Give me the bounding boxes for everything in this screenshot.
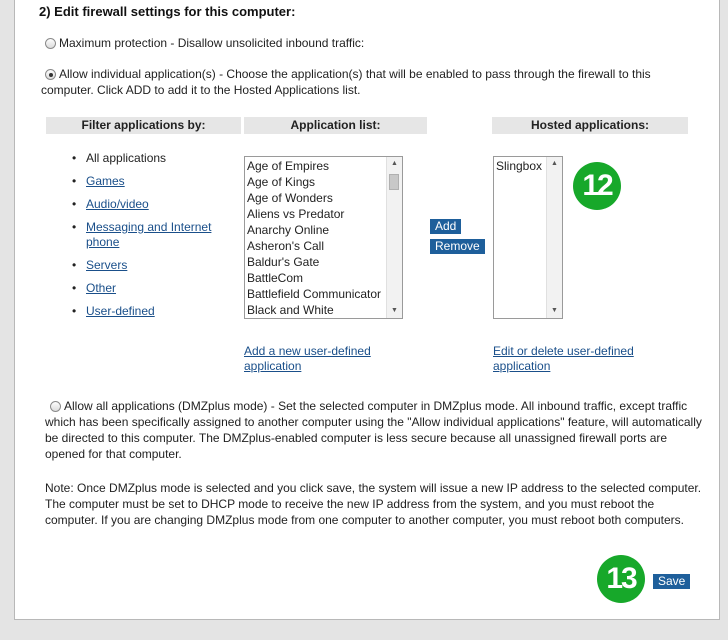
filter-other-link[interactable]: Other xyxy=(86,281,117,295)
application-list-scrollbar[interactable] xyxy=(386,157,402,318)
application-list-item[interactable]: Battlefield Communicator xyxy=(247,287,382,301)
step-13-badge: 13 xyxy=(597,555,645,603)
filter-user-defined[interactable] xyxy=(72,304,222,319)
max-protection-radio[interactable] xyxy=(45,38,56,49)
max-protection-label: Maximum protection - Disallow unsolicited inbound traffic: xyxy=(59,36,365,50)
scroll-up-icon[interactable]: ▲ xyxy=(391,160,398,167)
filter-servers[interactable] xyxy=(72,258,222,273)
scroll-thumb[interactable] xyxy=(389,174,399,190)
edit-user-defined-link[interactable] xyxy=(493,344,653,374)
allow-individual-radio[interactable] xyxy=(45,69,56,80)
filter-user-defined-link[interactable]: User-defined xyxy=(86,304,155,318)
hosted-list-scrollbar[interactable] xyxy=(546,157,562,318)
edit-user-defined-link-text[interactable]: Edit or delete user-defined application xyxy=(493,344,634,373)
dmzplus-label: Allow all applications (DMZplus mode) - Set the selected computer in DMZplus mode. All inbound traffic, except traffic which has been specifically assigned to another computer using the "Allow individual applications" feature, will automatically be directed to this computer. The DMZplus-enabled computer is less secure because all unassigned firewall ports are opened for that computer. xyxy=(45,399,702,461)
allow-individual-option[interactable] xyxy=(41,66,691,98)
application-list-item[interactable]: Anarchy Online xyxy=(247,223,330,237)
add-button[interactable]: Add xyxy=(430,219,461,234)
hosted-application-item[interactable]: Slingbox xyxy=(496,159,543,173)
application-list-item[interactable]: Baldur's Gate xyxy=(247,255,320,269)
application-list-item[interactable]: Asheron's Call xyxy=(247,239,324,253)
filter-other[interactable] xyxy=(72,281,222,296)
save-button[interactable]: Save xyxy=(653,574,690,589)
filter-list xyxy=(72,151,222,327)
filter-audio-video[interactable] xyxy=(72,197,222,212)
remove-button[interactable]: Remove xyxy=(430,239,485,254)
max-protection-option[interactable] xyxy=(45,36,364,50)
step-12-badge: 12 xyxy=(573,162,621,210)
section-title: 2) Edit firewall settings for this computer: xyxy=(39,4,296,19)
application-list-item[interactable]: Age of Kings xyxy=(247,175,316,189)
add-user-defined-link-text[interactable]: Add a new user-defined application xyxy=(244,344,371,373)
dmzplus-option[interactable] xyxy=(45,398,705,462)
filter-header: Filter applications by: xyxy=(46,117,241,134)
firewall-settings-panel xyxy=(14,0,720,620)
hosted-scroll-up-icon[interactable]: ▲ xyxy=(551,160,558,167)
allow-individual-label: Allow individual application(s) - Choose the application(s) that will be enabled to pass through the firewall to this computer. Click ADD to add it to the Hosted Applications list. xyxy=(41,67,651,97)
filter-all-applications[interactable]: • All applications xyxy=(72,151,222,166)
application-list-item[interactable]: BattleCom xyxy=(247,271,304,285)
filter-games-link[interactable]: Games xyxy=(86,174,125,188)
add-user-defined-link[interactable] xyxy=(244,344,394,374)
dmzplus-note: Note: Once DMZplus mode is selected and you click save, the system will issue a new IP address to the selected computer. The computer must be set to DHCP mode to receive the new IP address from the system, and you must reboot the computer. If you are changing DMZplus mode from one computer to another computer, you must reboot both computers. xyxy=(45,481,702,527)
scroll-down-icon[interactable]: ▼ xyxy=(391,307,398,314)
application-listbox[interactable] xyxy=(244,156,403,319)
application-list-item[interactable]: Aliens vs Predator xyxy=(247,207,345,221)
filter-servers-link[interactable]: Servers xyxy=(86,258,128,272)
app-list-header: Application list: xyxy=(244,117,427,134)
filter-games[interactable] xyxy=(72,174,222,189)
filter-messaging[interactable] xyxy=(72,220,222,250)
hosted-listbox[interactable] xyxy=(493,156,563,319)
application-list-item[interactable]: Age of Wonders xyxy=(247,191,333,205)
application-list-item[interactable]: Black and White xyxy=(247,303,334,317)
filter-messaging-link[interactable]: Messaging and Internet phone xyxy=(86,220,212,249)
hosted-scroll-down-icon[interactable]: ▼ xyxy=(551,307,558,314)
filter-audio-video-link[interactable]: Audio/video xyxy=(86,197,149,211)
application-list-item[interactable]: Age of Empires xyxy=(247,159,330,173)
hosted-header: Hosted applications: xyxy=(492,117,688,134)
dmzplus-radio[interactable] xyxy=(50,401,61,412)
